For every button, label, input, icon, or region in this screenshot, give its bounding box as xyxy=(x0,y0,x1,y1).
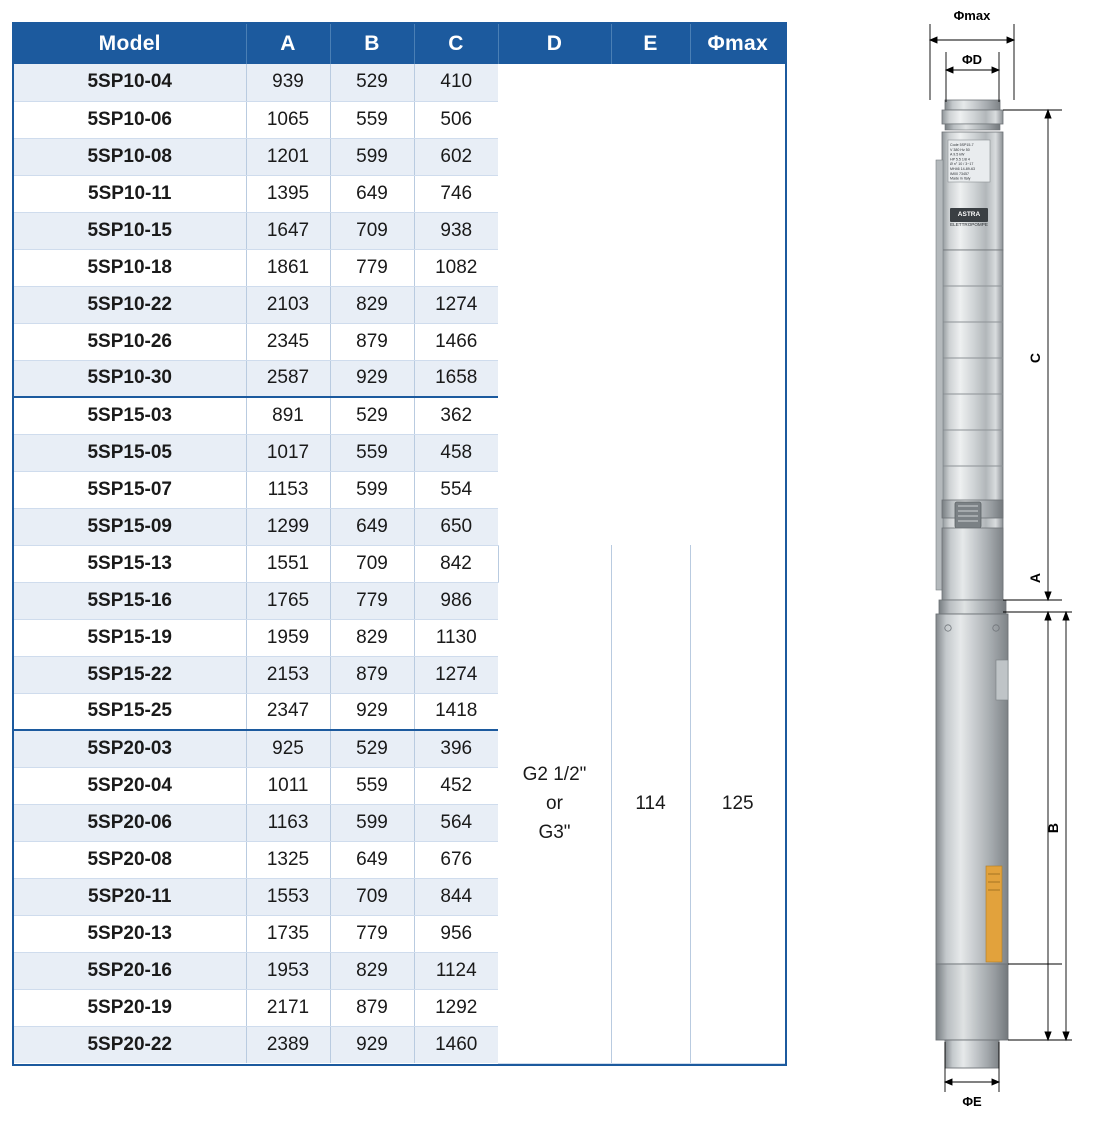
nameplate-line: V 380 Hz 50 xyxy=(950,147,970,152)
cell-b: 709 xyxy=(330,878,414,915)
cell-model: 5SP10-15 xyxy=(14,212,246,249)
cell-c: 1274 xyxy=(414,656,498,693)
nameplate-line: MH46 14-89-63 xyxy=(950,167,975,171)
cell-b: 929 xyxy=(330,360,414,397)
nameplate-brand: ASTRA xyxy=(957,211,981,218)
cell-c: 1082 xyxy=(414,249,498,286)
cell-a: 1011 xyxy=(246,767,330,804)
cell-a: 1299 xyxy=(246,508,330,545)
cell-b: 829 xyxy=(330,619,414,656)
cell-a: 1065 xyxy=(246,101,330,138)
cell-model: 5SP10-04 xyxy=(14,64,246,101)
table-row xyxy=(14,545,785,582)
cell-c: 844 xyxy=(414,878,498,915)
cell-a: 2345 xyxy=(246,323,330,360)
cell-a: 2171 xyxy=(246,989,330,1026)
cell-model: 5SP15-25 xyxy=(14,693,246,730)
cell-b: 599 xyxy=(330,471,414,508)
cell-model: 5SP10-08 xyxy=(14,138,246,175)
cell-a: 1647 xyxy=(246,212,330,249)
label-phimax: Φmax xyxy=(953,8,991,23)
cell-a: 925 xyxy=(246,730,330,767)
pump-nameplate xyxy=(942,132,1003,250)
cell-a: 1953 xyxy=(246,952,330,989)
cell-c: 956 xyxy=(414,915,498,952)
cell-a: 2347 xyxy=(246,693,330,730)
col-header-fmax: Φmax xyxy=(690,24,785,64)
table-row xyxy=(14,138,785,175)
cell-c: 452 xyxy=(414,767,498,804)
cell-model: 5SP15-22 xyxy=(14,656,246,693)
nameplate-line: IM00 73457 xyxy=(950,171,969,176)
cell-model: 5SP15-09 xyxy=(14,508,246,545)
cell-a: 939 xyxy=(246,64,330,101)
cell-c: 938 xyxy=(414,212,498,249)
cell-a: 1861 xyxy=(246,249,330,286)
pump-suction-strainer xyxy=(942,500,1003,600)
cell-model: 5SP20-16 xyxy=(14,952,246,989)
cell-model: 5SP15-03 xyxy=(14,397,246,434)
cell-b: 599 xyxy=(330,804,414,841)
cell-b: 559 xyxy=(330,767,414,804)
cell-a: 2587 xyxy=(246,360,330,397)
cell-c: 396 xyxy=(414,730,498,767)
table-row xyxy=(14,101,785,138)
cell-b: 929 xyxy=(330,1026,414,1063)
cell-a: 1765 xyxy=(246,582,330,619)
cell-b: 529 xyxy=(330,64,414,101)
cell-b: 879 xyxy=(330,656,414,693)
table-row xyxy=(14,397,785,434)
table-row xyxy=(14,212,785,249)
cell-a: 1959 xyxy=(246,619,330,656)
cell-model: 5SP20-13 xyxy=(14,915,246,952)
cell-c: 986 xyxy=(414,582,498,619)
cell-a: 1553 xyxy=(246,878,330,915)
table-row xyxy=(14,471,785,508)
pump-motor-bottom xyxy=(936,964,1008,1068)
cell-d-merged xyxy=(498,545,611,1063)
cell-a: 1201 xyxy=(246,138,330,175)
cell-model: 5SP15-19 xyxy=(14,619,246,656)
cell-model: 5SP10-11 xyxy=(14,175,246,212)
cell-b: 929 xyxy=(330,693,414,730)
cell-model: 5SP20-11 xyxy=(14,878,246,915)
cell-d-line3: G3" xyxy=(538,822,571,844)
cell-c: 1658 xyxy=(414,360,498,397)
cell-b: 649 xyxy=(330,841,414,878)
cell-c: 1274 xyxy=(414,286,498,323)
cell-a: 2103 xyxy=(246,286,330,323)
cell-c: 458 xyxy=(414,434,498,471)
pump-discharge-head xyxy=(942,100,1003,130)
cell-c: 650 xyxy=(414,508,498,545)
nameplate-line: HP 5.5 1/8 4 xyxy=(950,157,970,162)
pump-motor-coupling xyxy=(939,600,1006,614)
dimensions-table xyxy=(12,22,787,1066)
cell-model: 5SP15-05 xyxy=(14,434,246,471)
cell-a: 1153 xyxy=(246,471,330,508)
cell-a: 1017 xyxy=(246,434,330,471)
label-b: B xyxy=(1045,822,1061,834)
cell-model: 5SP20-19 xyxy=(14,989,246,1026)
col-header-d: D xyxy=(498,24,611,64)
nameplate-brand-sub: ELETTROPOMPE xyxy=(950,222,988,227)
cell-c: 506 xyxy=(414,101,498,138)
table-row xyxy=(14,64,785,101)
label-phie: ΦE xyxy=(962,1094,982,1109)
cell-model: 5SP20-04 xyxy=(14,767,246,804)
table-row xyxy=(14,508,785,545)
cell-a: 1735 xyxy=(246,915,330,952)
pump-technical-drawing xyxy=(800,0,1100,1124)
cell-b: 829 xyxy=(330,286,414,323)
cell-b: 779 xyxy=(330,249,414,286)
cell-b: 529 xyxy=(330,397,414,434)
cell-c: 746 xyxy=(414,175,498,212)
cell-b: 779 xyxy=(330,915,414,952)
table-row xyxy=(14,249,785,286)
cell-b: 709 xyxy=(330,212,414,249)
table-row xyxy=(14,434,785,471)
cell-c: 362 xyxy=(414,397,498,434)
cell-b: 649 xyxy=(330,175,414,212)
table-body xyxy=(14,64,785,1063)
cell-model: 5SP10-06 xyxy=(14,101,246,138)
cell-c: 564 xyxy=(414,804,498,841)
cell-d-line2: or xyxy=(546,793,563,815)
cell-b: 649 xyxy=(330,508,414,545)
cell-b: 599 xyxy=(330,138,414,175)
cell-c: 676 xyxy=(414,841,498,878)
cell-b: 829 xyxy=(330,952,414,989)
cell-c: 1460 xyxy=(414,1026,498,1063)
table-header-row xyxy=(14,24,785,64)
cell-a: 2153 xyxy=(246,656,330,693)
cell-b: 779 xyxy=(330,582,414,619)
table-row xyxy=(14,323,785,360)
col-header-model: Model xyxy=(14,24,246,64)
cell-b: 529 xyxy=(330,730,414,767)
cell-b: 559 xyxy=(330,101,414,138)
cell-c: 1466 xyxy=(414,323,498,360)
cell-model: 5SP10-22 xyxy=(14,286,246,323)
nameplate-line: Ø n° 10 / 3~17 xyxy=(950,162,974,167)
cell-b: 559 xyxy=(330,434,414,471)
cell-model: 5SP20-22 xyxy=(14,1026,246,1063)
cell-c: 1130 xyxy=(414,619,498,656)
cell-model: 5SP15-07 xyxy=(14,471,246,508)
cell-a: 891 xyxy=(246,397,330,434)
cell-a: 1325 xyxy=(246,841,330,878)
nameplate-line: Made in Italy xyxy=(950,176,971,181)
col-header-b: B xyxy=(330,24,414,64)
cell-c: 410 xyxy=(414,64,498,101)
cell-model: 5SP20-03 xyxy=(14,730,246,767)
table-row xyxy=(14,175,785,212)
cell-model: 5SP20-06 xyxy=(14,804,246,841)
cell-b: 879 xyxy=(330,323,414,360)
cell-a: 1551 xyxy=(246,545,330,582)
cell-c: 554 xyxy=(414,471,498,508)
pump-motor-body xyxy=(936,614,1008,964)
table-row xyxy=(14,360,785,397)
cell-a: 1163 xyxy=(246,804,330,841)
cell-model: 5SP10-18 xyxy=(14,249,246,286)
cell-b: 879 xyxy=(330,989,414,1026)
cell-c: 1418 xyxy=(414,693,498,730)
cell-model: 5SP15-16 xyxy=(14,582,246,619)
nameplate-line: A 9.5 kW xyxy=(950,152,965,157)
cell-model: 5SP20-08 xyxy=(14,841,246,878)
cell-c: 602 xyxy=(414,138,498,175)
label-phid: ΦD xyxy=(961,52,983,67)
cell-b: 709 xyxy=(330,545,414,582)
cell-fmax-merged: 125 xyxy=(690,545,785,1063)
cell-d-line1: G2 1/2" xyxy=(522,763,587,785)
cell-model: 5SP15-13 xyxy=(14,545,246,582)
cell-c: 842 xyxy=(414,545,498,582)
label-a: A xyxy=(1027,572,1043,584)
label-c: C xyxy=(1027,352,1043,364)
cell-c: 1292 xyxy=(414,989,498,1026)
col-header-a: A xyxy=(246,24,330,64)
cell-e-merged: 114 xyxy=(611,545,690,1063)
cell-a: 1395 xyxy=(246,175,330,212)
cell-a: 2389 xyxy=(246,1026,330,1063)
nameplate-line: Code 5SP15-7 xyxy=(950,143,974,147)
table-row xyxy=(14,286,785,323)
col-header-c: C xyxy=(414,24,498,64)
cell-model: 5SP10-26 xyxy=(14,323,246,360)
col-header-e: E xyxy=(611,24,690,64)
cell-c: 1124 xyxy=(414,952,498,989)
cell-model: 5SP10-30 xyxy=(14,360,246,397)
